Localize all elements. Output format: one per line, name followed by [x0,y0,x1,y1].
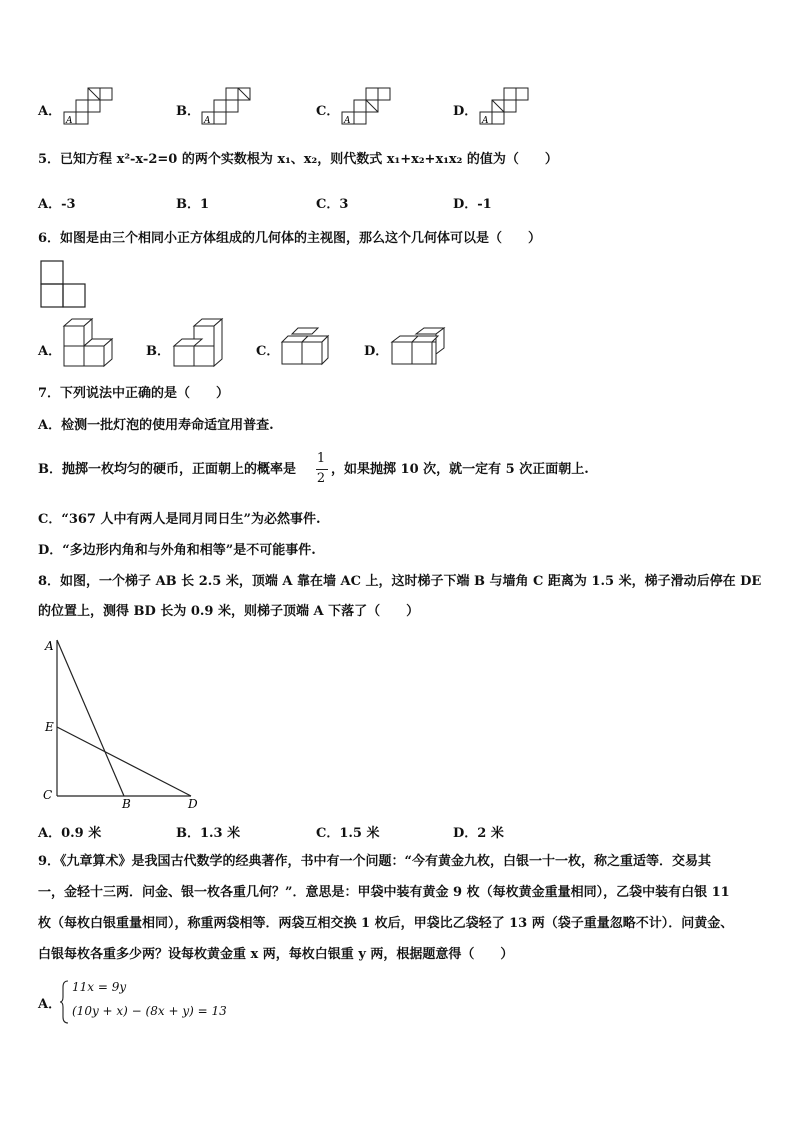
q8-label-e: E [45,720,54,734]
q8-question-line2: 的位置上，测得 BD 长为 0.9 米，则梯子顶端 A 下落了（ ） [38,604,420,619]
q8-label-c: C [43,788,53,802]
q9-question-line2: 一，金轻十三两．问金、银一枚各重几何？”．意思是：甲袋中装有黄金 9 枚（每枚黄金重量相同），乙袋中装有白银 11 [38,885,730,900]
q6-option-d[interactable]: D． [364,344,389,359]
q7-option-d[interactable]: D．“多边形内角和与外角和相等”是不可能事件. [38,543,316,558]
q9-option-a[interactable]: A． [38,997,62,1012]
q9-question-line4: 白银每枚各重多少两？设每枚黄金重 x 两，每枚白银重 y 两，根据题意得（ ） [38,947,514,962]
q5-option-c[interactable]: C．3 [316,197,349,212]
q7-option-b-pre[interactable]: B．抛掷一枚均匀的硬币，正面朝上的概率是 [38,462,296,477]
q9-equation-2: (10y + x) − (8x + y) = 13 [72,1004,227,1018]
q7-option-a[interactable]: A．检测一批灯泡的使用寿命适宜用普查. [38,418,274,433]
q4-net-b [202,88,252,126]
q8-ladder-ab [57,640,124,796]
q4-net-d-letter: A [482,116,489,126]
q7-question: 7．下列说法中正确的是（ ） [38,386,230,401]
q9-equation-1: 11x = 9y [72,980,127,994]
q6-option-c[interactable]: C． [256,344,280,359]
q6-front-view [41,261,87,309]
q8-label-b: B [122,797,131,811]
q4-option-c[interactable]: C． [316,104,340,119]
q8-ladder-de [57,727,191,796]
q8-label-a: A [45,639,54,653]
q8-option-c[interactable]: C．1.5 米 [316,826,380,841]
q7-fraction-den: 2 [316,471,326,486]
q6-solid-a [60,318,122,376]
q9-brace-icon [60,980,70,1024]
q6-option-b[interactable]: B． [146,344,170,359]
q8-option-b[interactable]: B．1.3 米 [176,826,241,841]
q8-option-d[interactable]: D．2 米 [453,826,504,841]
q7-fraction-num: 1 [316,451,326,466]
q8-option-a[interactable]: A．0.9 米 [38,826,102,841]
q6-question: 6．如图是由三个相同小正方体组成的几何体的主视图，那么这个几何体可以是（ ） [38,231,542,246]
q6-solid-b [170,318,232,376]
q6-solid-d [388,326,454,366]
q4-net-a-letter: A [66,116,73,126]
q7-option-b-post: ，如果抛掷 10 次，就一定有 5 次正面朝上. [331,462,589,477]
q4-net-d [480,88,530,126]
q4-net-b-letter: A [204,116,211,126]
q8-ladder-figure [38,636,208,811]
q4-net-a [64,88,114,126]
q5-option-b[interactable]: B．1 [176,197,210,212]
q9-question-line3: 枚（每枚白银重量相同），称重两袋相等．两袋互相交换 1 枚后，甲袋比乙袋轻了 13 两（袋子重量忽略不计）．问黄金、 [38,916,734,931]
q4-net-c-letter: A [344,116,351,126]
q7-fraction-bar [316,469,328,470]
q4-net-c [342,88,392,126]
q4-option-a[interactable]: A． [38,104,62,119]
q7-fraction [316,451,328,489]
q5-option-a[interactable]: A．-3 [38,197,76,212]
q8-question-line1: 8．如图，一个梯子 AB 长 2.5 米，顶端 A 靠在墙 AC 上，这时梯子下端 B 与墙角 C 距离为 1.5 米，梯子滑动后停在 DE [38,574,762,589]
q9-question-line1: 9．《九章算术》是我国古代数学的经典著作，书中有一个问题：“今有黄金九枚，白银一十一枚，称之重适等．交易其 [38,854,712,869]
q5-option-d[interactable]: D．-1 [453,197,492,212]
q8-label-d: D [188,797,198,811]
q7-option-c[interactable]: C．“367 人中有两人是同月同日生”为必然事件. [38,512,321,527]
q6-solid-c [280,326,342,366]
q4-option-b[interactable]: B． [176,104,200,119]
q4-option-d[interactable]: D． [453,104,478,119]
q6-option-a[interactable]: A． [38,344,62,359]
q5-question: 5．已知方程 x²-x-2=0 的两个实数根为 x₁、x₂，则代数式 x₁+x₂+x₁x₂ 的值为（ ） [38,152,558,167]
